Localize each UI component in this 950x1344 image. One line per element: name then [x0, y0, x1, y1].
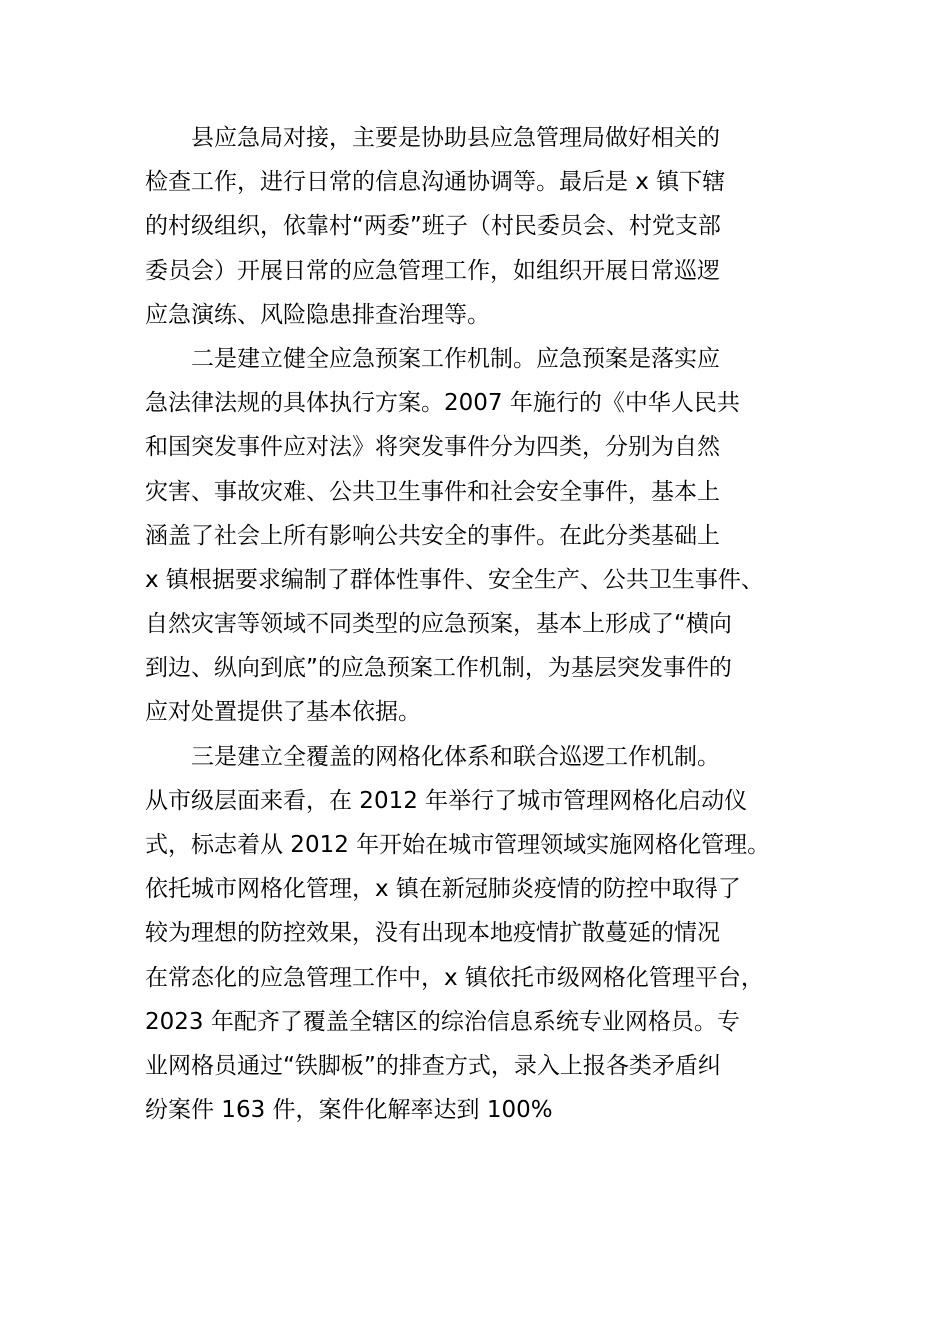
text-line: 较为理想的防控效果，没有出现本地疫情扩散蔓延的情况 — [145, 920, 720, 947]
text-line: 纷案件 163 件，案件化解率达到 100% — [145, 1097, 553, 1124]
text-line: 式，标志着从 2012 年开始在城市管理领域实施网格化管理。 — [145, 832, 771, 858]
text-line: 急法律法规的具体执行方案。2007 年施行的《中华人民共 — [145, 390, 740, 417]
text-line: 的村级组织，依靠村“两委”班子（村民委员会、村党支部 — [145, 213, 721, 240]
text-line: 二是建立健全应急预案工作机制。应急预案是落实应 — [191, 345, 720, 372]
text-line: 依托城市网格化管理，x 镇在新冠肺炎疫情的防控中取得了 — [145, 876, 741, 903]
text-line: 和国突发事件应对法》将突发事件分为四类，分别为自然 — [145, 434, 720, 461]
paragraph-1 — [145, 116, 835, 337]
text-line: 检查工作，进行日常的信息沟通协调等。最后是 x 镇下辖 — [145, 169, 726, 196]
paragraph-2 — [145, 337, 835, 735]
text-line: x 镇根据要求编制了群体性事件、安全生产、公共卫生事件、 — [145, 566, 764, 593]
text-line: 2023 年配齐了覆盖全辖区的综治信息系统专业网格员。专 — [145, 1008, 740, 1035]
text-line: 应对处置提供了基本依据。 — [145, 699, 421, 726]
text-line: 从市级层面来看，在 2012 年举行了城市管理网格化启动仪 — [145, 787, 748, 814]
text-line: 在常态化的应急管理工作中，x 镇依托市级网格化管理平台， — [145, 964, 764, 991]
paragraph-3 — [145, 735, 835, 1133]
text-line: 自然灾害等领域不同类型的应急预案，基本上形成了“横向 — [145, 611, 732, 638]
text-line: 涵盖了社会上所有影响公共安全的事件。在此分类基础上 — [145, 522, 720, 549]
text-line: 三是建立全覆盖的网格化体系和联合巡逻工作机制。 — [191, 743, 720, 770]
text-line: 应急演练、风险隐患排查治理等。 — [145, 301, 490, 328]
text-line: 县应急局对接，主要是协助县应急管理局做好相关的 — [191, 125, 720, 151]
text-line: 到边、纵向到底”的应急预案工作机制，为基层突发事件的 — [145, 655, 732, 682]
text-line: 委员会）开展日常的应急管理工作，如组织开展日常巡逻 — [145, 257, 720, 284]
text-line: 灾害、事故灾难、公共卫生事件和社会安全事件，基本上 — [145, 478, 720, 505]
document-body — [145, 116, 835, 1132]
text-line: 业网格员通过“铁脚板”的排查方式，录入上报各类矛盾纠 — [145, 1052, 721, 1079]
